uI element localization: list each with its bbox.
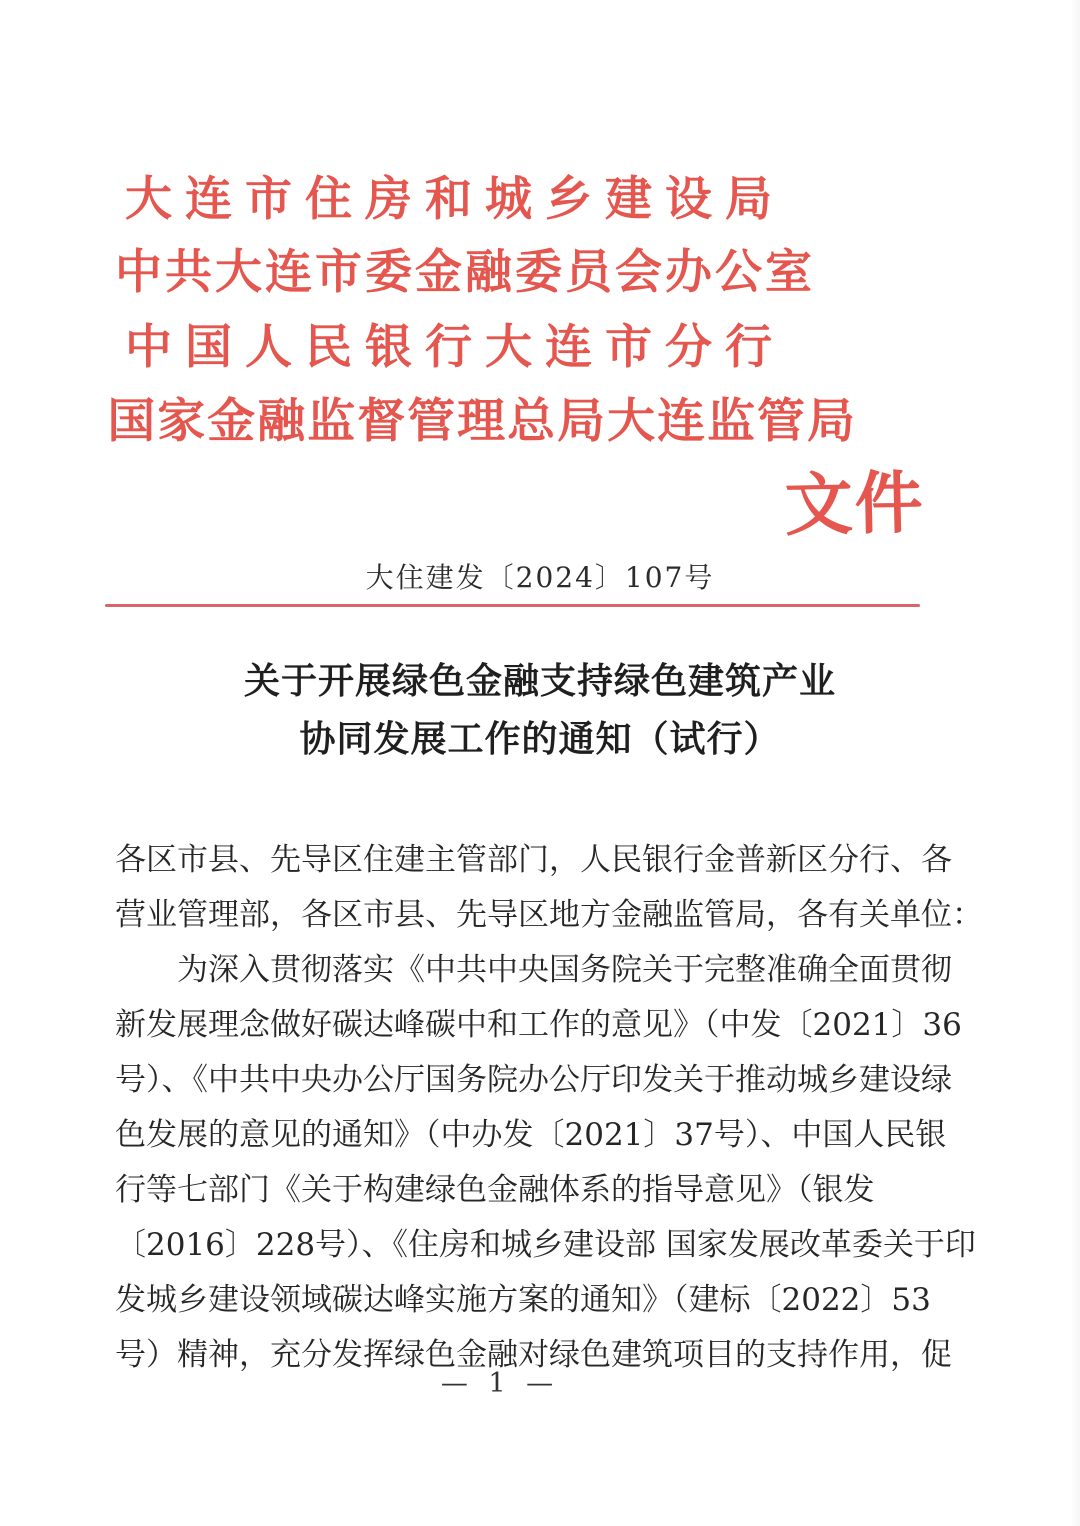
title-line-1: 关于开展绿色金融支持绿色建筑产业 (243, 660, 836, 702)
body-line: 为深入贯彻落实《中共中央国务院关于完整准确全面贯彻 (177, 952, 952, 988)
body-line: 色发展的意见的通知》（中办发〔2021〕37号）、中国人民银 (115, 1117, 947, 1153)
body-line: 号）、《中共中央办公厅国务院办公厅印发关于推动城乡建设绿 (115, 1062, 952, 1098)
agency-line-3: 中国人民银行大连市分行 (125, 320, 785, 375)
body-line: 发城乡建设领域碳达峰实施方案的通知》（建标〔2022〕53 (115, 1282, 931, 1318)
document-title (0, 652, 1080, 768)
agency-line-1: 大连市住房和城乡建设局 (125, 172, 785, 227)
page-number: — 1 — (440, 1368, 560, 1399)
body-line: 营业管理部，各区市县、先导区地方金融监管局，各有关单位： (115, 897, 983, 933)
body-line: 新发展理念做好碳达峰碳中和工作的意见》（中发〔2021〕36 (115, 1007, 962, 1043)
agency-line-2: 中共大连市委金融委员会办公室 (115, 245, 815, 300)
document-body (115, 833, 983, 1383)
red-separator-rule (105, 604, 920, 607)
wenjian-label: 文件 (783, 463, 926, 546)
body-line: 〔2016〕228号）、《住房和城乡建设部 国家发展改革委关于印 (115, 1227, 976, 1263)
body-line: 各区市县、先导区住建主管部门，人民银行金普新区分行、各 (115, 842, 952, 878)
masthead (0, 172, 1080, 546)
agency-line-4: 国家金融监督管理总局大连监管局 (107, 394, 858, 449)
document-number: 大住建发〔2024〕107号 (365, 561, 715, 594)
body-line: 行等七部门《关于构建绿色金融体系的指导意见》（银发 (115, 1172, 875, 1208)
title-line-2: 协同发展工作的通知（试行） (299, 718, 781, 760)
body-line: 号）精神，充分发挥绿色金融对绿色建筑项目的支持作用，促 (115, 1337, 952, 1373)
